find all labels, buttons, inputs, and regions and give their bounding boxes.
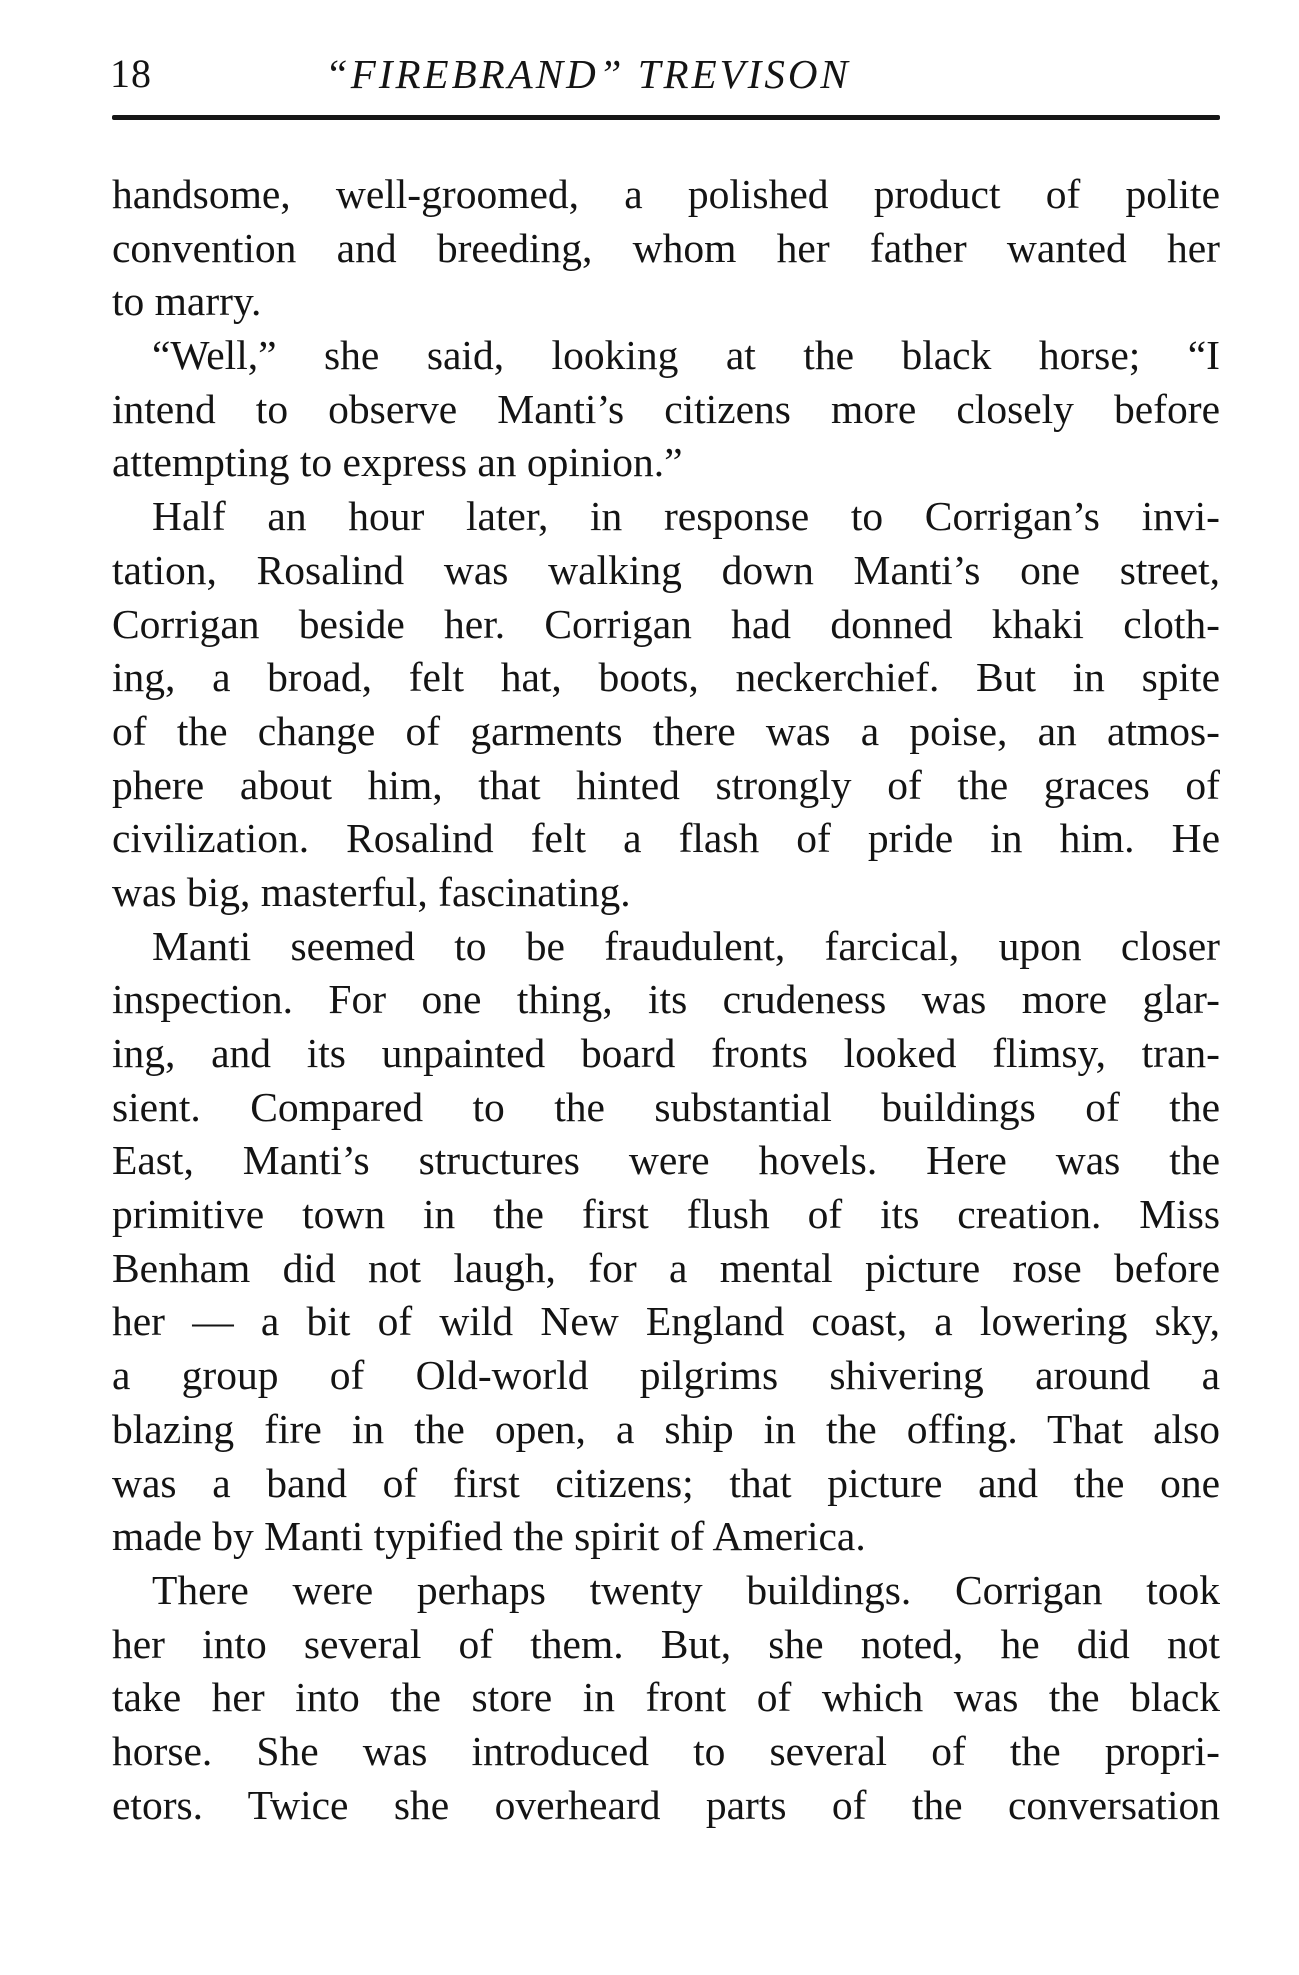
- text-line: attempting to express an opinion.”: [112, 439, 683, 486]
- running-title: “FIREBRAND” TREVISON: [325, 51, 851, 97]
- text-line: blazing fire in the open, a ship in the offing. That also: [112, 1405, 1220, 1452]
- text-line: inspection. For one thing, its crudeness was more glar-: [112, 976, 1220, 1023]
- text-line: civilization. Rosalind felt a flash of pride in him. He: [112, 815, 1220, 862]
- text-line: horse. She was introduced to several of the propri-: [112, 1727, 1220, 1774]
- text-line: Manti seemed to be fraudulent, farcical, upon closer: [152, 922, 1220, 969]
- text-line: There were perhaps twenty buildings. Corrigan took: [152, 1566, 1220, 1613]
- text-line: handsome, well-groomed, a polished product of polite: [112, 171, 1220, 217]
- running-head: [110, 44, 1220, 104]
- text-line: a group of Old-world pilgrims shivering around a: [112, 1352, 1220, 1399]
- header-rule: [112, 115, 1220, 120]
- text-line: Corrigan beside her. Corrigan had donned khaki cloth-: [112, 600, 1220, 647]
- text-line: East, Manti’s structures were hovels. Here was the: [112, 1137, 1220, 1184]
- page-number: 18: [110, 51, 152, 96]
- text-line: her — a bit of wild New England coast, a lowering sky,: [112, 1298, 1220, 1345]
- text-line: primitive town in the first flush of its creation. Miss: [112, 1191, 1220, 1238]
- text-line: convention and breeding, whom her father wanted her: [112, 224, 1220, 271]
- text-line: ing, a broad, felt hat, boots, neckerchief. But in spite: [112, 654, 1220, 701]
- text-line: take her into the store in front of which was the black: [112, 1674, 1220, 1721]
- text-line: of the change of garments there was a poise, an atmos-: [112, 707, 1220, 754]
- text-line: tation, Rosalind was walking down Manti’s one street,: [112, 546, 1220, 593]
- text-line: to marry.: [112, 278, 262, 325]
- text-line: phere about him, that hinted strongly of the graces of: [112, 761, 1220, 808]
- text-line: was big, masterful, fascinating.: [112, 868, 631, 915]
- body-text: [112, 168, 1220, 1832]
- text-line: sient. Compared to the substantial buildings of the: [112, 1083, 1220, 1130]
- text-line: intend to observe Manti’s citizens more closely before: [112, 385, 1220, 432]
- text-line: made by Manti typified the spirit of America.: [112, 1513, 866, 1560]
- text-line: Benham did not laugh, for a mental picture rose before: [112, 1244, 1220, 1291]
- text-line: was a band of first citizens; that picture and the one: [112, 1459, 1220, 1506]
- text-line: ing, and its unpainted board fronts looked flimsy, tran-: [112, 1030, 1220, 1076]
- text-line: etors. Twice she overheard parts of the conversation: [112, 1781, 1220, 1828]
- text-line: Half an hour later, in response to Corrigan’s invi-: [152, 493, 1220, 540]
- text-line: “Well,” she said, looking at the black horse; “I: [152, 332, 1220, 379]
- text-line: her into several of them. But, she noted, he did not: [112, 1620, 1220, 1667]
